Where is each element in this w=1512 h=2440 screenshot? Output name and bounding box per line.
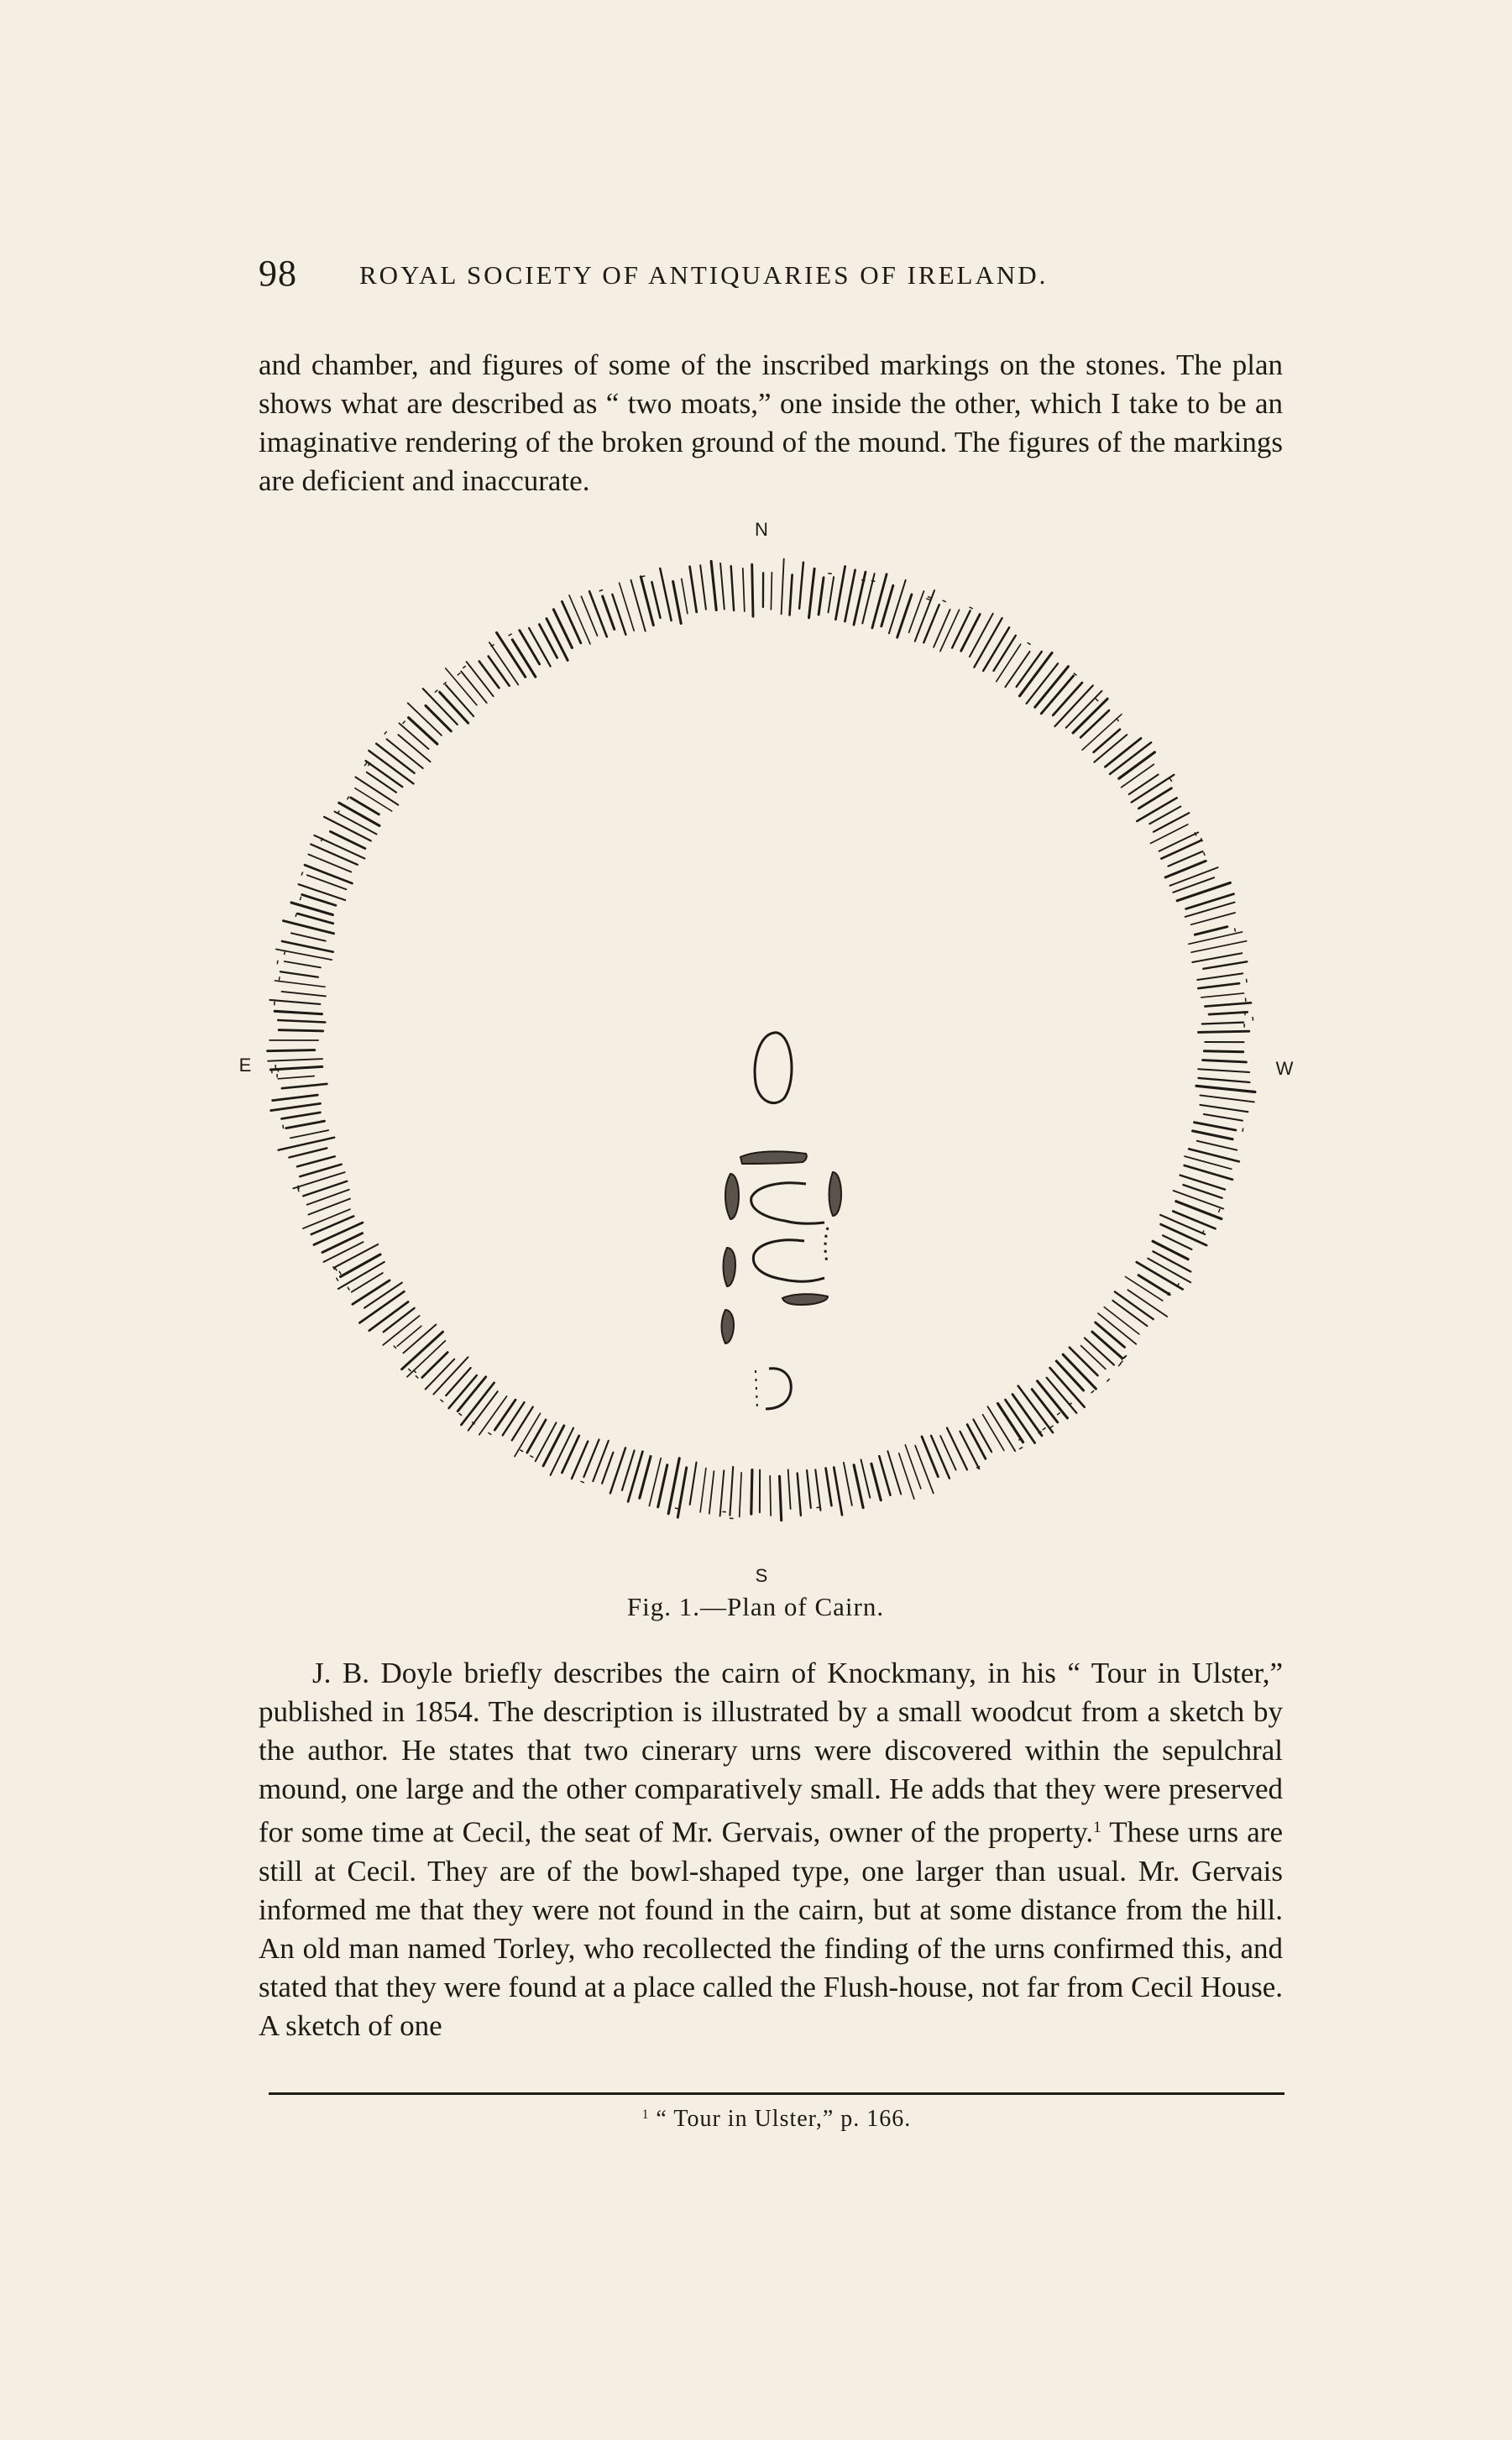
ring-hatch-stroke: [512, 640, 536, 677]
chamber-stone-left-3: [722, 1310, 735, 1343]
ring-hatch-stroke: [422, 1353, 447, 1378]
ring-hatch-stroke: [302, 895, 336, 906]
ring-hatch-stroke: [1195, 1123, 1236, 1130]
ring-cross-tie: [488, 1432, 491, 1435]
ring-hatch-stroke: [872, 574, 887, 628]
ring-hatch-stroke: [1161, 1224, 1207, 1245]
ring-cross-tie: [1043, 1427, 1046, 1430]
ring-hatch-stroke: [700, 565, 706, 610]
ring-hatch-stroke: [1092, 1332, 1122, 1358]
ring-hatch-stroke: [668, 1458, 679, 1514]
ring-hatch-stroke: [271, 1103, 321, 1110]
ring-hatch-stroke: [1094, 730, 1120, 752]
ring-hatch-stroke: [1081, 1346, 1106, 1369]
ring-hatch-stroke: [673, 582, 682, 624]
ring-hatch-stroke: [997, 644, 1021, 681]
footnote-marker: 1: [641, 2107, 650, 2122]
end-stone-dots: [756, 1370, 757, 1409]
ring-hatch-stroke: [404, 1325, 437, 1354]
ring-hatch-stroke: [994, 636, 1016, 671]
ring-hatch-stroke: [1198, 983, 1239, 988]
ring-hatch-stroke: [844, 1463, 852, 1505]
ring-cross-tie: [300, 897, 301, 900]
ring-hatch-stroke: [297, 1156, 335, 1166]
ring-hatch-stroke: [494, 1400, 515, 1430]
ring-cross-tie: [1235, 928, 1236, 931]
ring-hatch-stroke: [690, 567, 697, 612]
ring-hatch-stroke: [1063, 1354, 1096, 1389]
ring-hatch-stroke: [543, 1426, 564, 1466]
ring-cross-tie: [279, 977, 280, 980]
ring-hatch-stroke: [322, 1233, 363, 1253]
compass-west: W: [1275, 1058, 1294, 1079]
ring-hatch-stroke: [281, 1113, 320, 1119]
ring-hatch-stroke: [305, 865, 352, 883]
paragraph-2: [259, 1654, 1283, 2045]
ring-hatch-stroke: [1129, 775, 1159, 795]
footnote-text: “ Tour in Ulster,” p. 166.: [656, 2106, 912, 2132]
ring-cross-tie: [599, 590, 603, 592]
ring-hatch-stroke: [819, 578, 824, 615]
ring-hatch-stroke: [1137, 1262, 1183, 1289]
ring-hatch-stroke: [1005, 652, 1029, 687]
ring-hatch-stroke: [974, 618, 1002, 668]
ring-hatch-stroke: [270, 1000, 321, 1004]
ring-cross-tie: [928, 597, 931, 599]
ring-hatch-stroke: [376, 744, 414, 773]
ring-hatch-stroke: [467, 662, 494, 696]
compass-east: E: [238, 1055, 252, 1076]
ring-hatch-stroke: [1160, 1215, 1205, 1234]
ring-cross-tie: [416, 1375, 418, 1378]
ring-hatch-stroke: [1196, 1086, 1255, 1092]
ring-cross-tie: [277, 961, 278, 965]
ring-hatch-stroke: [1204, 1051, 1243, 1052]
ring-hatch-stroke: [983, 1415, 1004, 1451]
ring-hatch-stroke: [446, 1368, 470, 1395]
ring-cross-tie: [283, 1125, 284, 1129]
ring-hatch-stroke: [426, 1359, 455, 1390]
ring-hatch-stroke: [934, 610, 950, 647]
ring-hatch-stroke: [387, 739, 423, 768]
ring-hatch-stroke: [1038, 1381, 1068, 1418]
chamber-stone-bottom: [782, 1294, 828, 1305]
ring-hatch-stroke: [279, 1030, 322, 1031]
paragraph-2-text-b: These urns are still at Cecil. They are of the bowl-shaped type, one larger than usual. Mr. Gervais informed me that they were not found in the cairn, but at some distance from the hill. An old man named Torley, who recollected the finding of the urns confirmed this, and stated that they were found at a place called the Flush-house, not far from Cecil House. A sketch of one: [259, 1815, 1283, 2042]
ring-cross-tie: [1118, 1364, 1121, 1366]
ring-hatch-stroke: [1085, 1338, 1114, 1365]
ring-cross-tie: [675, 1508, 679, 1509]
ring-hatch-stroke: [1126, 1277, 1163, 1301]
ring-hatch-stroke: [400, 723, 429, 749]
ring-hatch-stroke: [905, 1445, 921, 1489]
ring-cross-tie: [337, 1278, 338, 1281]
ring-hatch-stroke: [397, 1326, 421, 1346]
ring-hatch-stroke: [293, 1172, 344, 1188]
ring-cross-tie: [926, 599, 929, 600]
ring-cross-tie: [1169, 778, 1172, 782]
ring-hatch-stroke: [1149, 807, 1180, 825]
ring-hatch-stroke: [835, 567, 845, 620]
ring-hatch-stroke: [1203, 1060, 1247, 1062]
ring-hatch-stroke: [367, 772, 396, 793]
ring-hatch-stroke: [1105, 738, 1141, 767]
page-number: 98: [259, 253, 297, 294]
ring-hatch-stroke: [551, 1428, 574, 1475]
ring-hatch-stroke: [503, 1402, 525, 1435]
ring-cross-tie: [1050, 1426, 1054, 1428]
ring-hatch-stroke: [335, 1244, 378, 1267]
ring-hatch-stroke: [1096, 1322, 1125, 1348]
ring-hatch-stroke: [1200, 1105, 1248, 1112]
ring-hatch-stroke: [314, 1223, 363, 1244]
chamber-compartment-1: [751, 1183, 824, 1224]
ring-hatch-stroke: [562, 601, 580, 642]
ring-hatch-stroke: [1032, 1390, 1058, 1422]
ring-hatch-stroke: [809, 568, 815, 617]
ring-hatch-stroke: [286, 1121, 325, 1128]
paragraph-2-text-a: J. B. Doyle briefly describes the cairn of Knockmany, in his “ Tour in Ulster,” published in 1854. The description is illustrated by a small woodcut from a sketch by the author. He states that two cinerary urns were discovered within the sepulchral mound, one large and the other comparatively small. He adds that they were preserved for some time at Cecil, the seat of Mr. Gervais, owner of the property.: [259, 1657, 1283, 1849]
ring-cross-tie: [1057, 1412, 1060, 1415]
ring-hatch-stroke: [311, 845, 358, 865]
chamber-stone-left-1: [725, 1174, 739, 1219]
ring-hatch-stroke: [1209, 1012, 1248, 1014]
ring-hatch-stroke: [569, 595, 590, 644]
ring-hatch-stroke: [280, 971, 318, 977]
ring-cross-tie: [861, 580, 866, 581]
ring-cross-tie: [347, 797, 348, 800]
ring-hatch-stroke: [356, 778, 399, 805]
ring-hatch-stroke: [1070, 1348, 1098, 1376]
ring-hatch-stroke: [383, 1316, 419, 1345]
ring-hatch-stroke: [743, 568, 745, 611]
ring-hatch-stroke: [1199, 1031, 1249, 1032]
ring-cross-tie: [509, 634, 512, 636]
ring-hatch-stroke: [640, 1457, 651, 1499]
ring-hatch-stroke: [1204, 1114, 1243, 1121]
ring-hatch-stroke: [1195, 927, 1227, 935]
ring-hatch-stroke: [1053, 683, 1082, 715]
ring-cross-tie: [348, 1287, 349, 1291]
ring-cross-tie: [530, 1456, 533, 1458]
ring-hatch-stroke: [285, 961, 321, 967]
ring-hatch-stroke: [1200, 1095, 1254, 1102]
end-stone-outline: [766, 1369, 791, 1409]
ring-hatch-stroke: [1159, 832, 1199, 851]
ring-hatch-stroke: [845, 570, 855, 621]
ring-hatch-stroke: [861, 1459, 871, 1497]
ring-cross-tie: [301, 872, 303, 875]
ring-hatch-stroke: [1153, 1251, 1190, 1271]
stone-ring: [268, 559, 1255, 1521]
ring-hatch-stroke: [290, 1130, 328, 1138]
ring-hatch-stroke: [602, 1453, 613, 1484]
ring-hatch-stroke: [1122, 764, 1154, 787]
ring-hatch-stroke: [1191, 913, 1235, 924]
footnote: [269, 2106, 1284, 2133]
ring-hatch-stroke: [268, 1059, 322, 1061]
ring-cross-tie: [520, 1450, 523, 1452]
ring-hatch-stroke: [1137, 798, 1176, 821]
ring-cross-tie: [1091, 1390, 1095, 1393]
ring-hatch-stroke: [961, 615, 981, 652]
ring-hatch-stroke: [770, 1476, 771, 1516]
ring-cross-tie: [1107, 1379, 1109, 1381]
ring-hatch-stroke: [834, 1468, 842, 1516]
ring-hatch-stroke: [446, 685, 473, 717]
ring-cross-tie: [463, 666, 466, 668]
chamber-stone-left-2: [724, 1248, 736, 1286]
ring-hatch-stroke: [879, 1456, 890, 1495]
ring-hatch-stroke: [339, 803, 379, 825]
cairn-plan-figure: [227, 504, 1318, 1595]
ring-hatch-stroke: [807, 1470, 811, 1508]
ring-hatch-stroke: [1080, 710, 1109, 737]
ring-hatch-stroke: [752, 564, 753, 616]
ring-cross-tie: [970, 607, 973, 609]
ring-cross-tie: [641, 576, 646, 577]
ring-hatch-stroke: [1180, 1175, 1225, 1190]
ring-cross-tie: [943, 600, 946, 602]
ring-hatch-stroke: [1202, 1023, 1243, 1024]
ring-hatch-stroke: [341, 1254, 381, 1277]
ring-cross-tie: [385, 731, 387, 734]
ring-hatch-stroke: [700, 1469, 706, 1512]
ring-hatch-stroke: [887, 1451, 901, 1494]
ring-hatch-stroke: [952, 610, 971, 647]
ring-hatch-stroke: [275, 1011, 322, 1013]
ring-hatch-stroke: [915, 590, 934, 641]
ring-hatch-stroke: [960, 1432, 980, 1469]
ring-hatch-stroke: [815, 1470, 820, 1511]
ring-hatch-stroke: [998, 1404, 1023, 1443]
ring-hatch-stroke: [1047, 1378, 1077, 1413]
ring-hatch-stroke: [1192, 953, 1242, 962]
chamber-stone-right-1: [829, 1172, 842, 1216]
ring-hatch-stroke: [1199, 1078, 1250, 1082]
ring-hatch-stroke: [547, 619, 568, 661]
figure-caption: Fig. 1.—Plan of Cairn.: [626, 1592, 885, 1621]
ring-cross-tie: [871, 581, 876, 582]
footnote-reference: 1: [1093, 1819, 1101, 1836]
ring-hatch-stroke: [1138, 788, 1171, 809]
ring-cross-tie: [458, 1413, 462, 1416]
ring-hatch-stroke: [947, 1428, 967, 1470]
ring-cross-tie: [1096, 699, 1098, 701]
ring-hatch-stroke: [303, 1209, 350, 1228]
capstone-outline: [755, 1033, 792, 1103]
ring-hatch-stroke: [278, 1020, 325, 1023]
chamber-stone-right-2: [825, 1228, 828, 1265]
ring-hatch-stroke: [798, 1474, 801, 1516]
ring-hatch-stroke: [409, 718, 437, 744]
ring-cross-tie: [816, 1507, 820, 1508]
ring-hatch-stroke: [678, 1468, 686, 1517]
ring-hatch-stroke: [720, 563, 725, 610]
ring-hatch-stroke: [720, 1470, 725, 1516]
ring-hatch-stroke: [461, 672, 487, 704]
ring-hatch-stroke: [398, 735, 430, 762]
ring-cross-tie: [403, 721, 405, 724]
ring-cross-tie: [1028, 642, 1031, 645]
ring-hatch-stroke: [711, 562, 716, 610]
ring-hatch-stroke: [440, 692, 468, 723]
ring-cross-tie: [1019, 1448, 1023, 1449]
ring-cross-tie: [441, 1400, 444, 1402]
ring-hatch-stroke: [751, 1470, 752, 1515]
paragraph-1: and chamber, and figures of some of the inscribed markings on the stones. The plan shows what are described as “ two moats,” one inside the other, which I take to be an imaginative rendering of the broken ground of the mound. The figures of the markings are deficient and inaccurate.: [259, 348, 1283, 497]
ring-hatch-stroke: [871, 1463, 881, 1500]
ring-hatch-stroke: [520, 631, 540, 664]
ring-hatch-stroke: [854, 1465, 863, 1508]
running-title: ROYAL SOCIETY OF ANTIQUARIES OF IRELAND.: [359, 260, 1049, 290]
ring-hatch-stroke: [782, 559, 784, 615]
ring-hatch-stroke: [1197, 1141, 1237, 1150]
ring-hatch-stroke: [790, 575, 793, 615]
ring-hatch-stroke: [780, 1476, 782, 1520]
ring-hatch-stroke: [282, 1084, 327, 1088]
ring-hatch-stroke: [651, 582, 660, 618]
ring-hatch-stroke: [660, 568, 671, 620]
ring-hatch-stroke: [1193, 1131, 1233, 1139]
ring-hatch-stroke: [799, 563, 803, 609]
ring-hatch-stroke: [603, 596, 615, 629]
ring-hatch-stroke: [1201, 993, 1244, 997]
ring-hatch-stroke: [311, 1216, 353, 1234]
ring-hatch-stroke: [291, 933, 326, 940]
ring-cross-tie: [1219, 1209, 1221, 1212]
ring-cross-tie: [435, 690, 437, 693]
ring-cross-tie: [394, 1346, 396, 1348]
ring-hatch-stroke: [1127, 1290, 1167, 1317]
ring-hatch-stroke: [366, 761, 403, 787]
ring-hatch-stroke: [282, 941, 333, 952]
ring-hatch-stroke: [1203, 961, 1247, 969]
footnote-rule: [269, 2092, 1284, 2095]
ring-hatch-stroke: [1170, 867, 1218, 886]
ring-hatch-stroke: [353, 1280, 390, 1304]
ring-cross-tie: [339, 1271, 341, 1275]
ring-hatch-stroke: [983, 627, 1009, 671]
ring-hatch-stroke: [1104, 1307, 1139, 1334]
ring-hatch-stroke: [426, 706, 451, 731]
ring-hatch-stroke: [323, 1242, 363, 1262]
ring-hatch-stroke: [1191, 941, 1247, 953]
ring-hatch-stroke: [690, 1463, 697, 1505]
ring-cross-tie: [1247, 979, 1248, 983]
ring-hatch-stroke: [297, 914, 332, 924]
ring-cross-tie: [1204, 852, 1206, 856]
ring-hatch-stroke: [709, 1471, 714, 1514]
ring-hatch-stroke: [658, 1465, 667, 1507]
cairn-plan-drawing: [227, 504, 1318, 1595]
ring-hatch-stroke: [731, 566, 734, 610]
compass-north: N: [755, 519, 768, 540]
ring-hatch-stroke: [446, 668, 477, 705]
ring-hatch-stroke: [334, 812, 376, 835]
ring-hatch-stroke: [730, 1467, 733, 1516]
ring-hatch-stroke: [771, 573, 772, 610]
ring-hatch-stroke: [1174, 1191, 1224, 1209]
compass-south: S: [755, 1565, 768, 1586]
ring-hatch-stroke: [275, 981, 326, 987]
ring-hatch-stroke: [1197, 973, 1243, 980]
ring-hatch-stroke: [1161, 840, 1201, 859]
ring-hatch-stroke: [931, 1436, 950, 1479]
ring-hatch-stroke: [273, 1095, 318, 1101]
ring-hatch-stroke: [489, 657, 510, 686]
ring-hatch-stroke: [826, 1469, 832, 1506]
ring-hatch-stroke: [915, 1446, 934, 1494]
ring-hatch-stroke: [268, 1050, 315, 1051]
ring-cross-tie: [408, 1369, 411, 1371]
ring-hatch-stroke: [408, 703, 442, 736]
ring-hatch-stroke: [364, 1283, 402, 1308]
ring-hatch-stroke: [289, 1148, 327, 1157]
ring-cross-tie: [581, 1481, 584, 1483]
ring-hatch-stroke: [1154, 813, 1189, 832]
chamber-compartment-2: [753, 1240, 824, 1281]
ring-hatch-stroke: [512, 1407, 533, 1441]
central-chamber: [722, 1033, 842, 1409]
chamber-stone-top: [740, 1151, 807, 1164]
ring-hatch-stroke: [1205, 1003, 1251, 1006]
ring-hatch-stroke: [324, 817, 371, 841]
page-header: [259, 252, 1325, 302]
ring-hatch-stroke: [479, 1396, 507, 1435]
ring-hatch-stroke: [970, 614, 993, 657]
ring-hatch-stroke: [278, 1076, 314, 1079]
ring-hatch-stroke: [282, 992, 326, 997]
ring-hatch-stroke: [529, 628, 551, 667]
ring-hatch-stroke: [740, 1473, 741, 1517]
ring-hatch-stroke: [682, 579, 688, 613]
ring-cross-tie: [828, 573, 832, 574]
ring-hatch-stroke: [536, 1422, 557, 1461]
ring-hatch-stroke: [940, 610, 960, 651]
ring-cross-tie: [458, 673, 461, 675]
ring-hatch-stroke: [967, 1425, 986, 1459]
ring-hatch-stroke: [1119, 752, 1155, 778]
ring-cross-tie: [364, 763, 367, 767]
ring-cross-tie: [335, 1268, 337, 1271]
ring-hatch-stroke: [307, 875, 347, 889]
ring-hatch-stroke: [1153, 1241, 1188, 1259]
ring-hatch-stroke: [355, 788, 392, 811]
ring-hatch-stroke: [1056, 1361, 1083, 1390]
ring-hatch-stroke: [788, 1469, 791, 1509]
ring-hatch-stroke: [829, 577, 834, 612]
ring-hatch-stroke: [1198, 1069, 1249, 1072]
ring-hatch-stroke: [384, 1308, 415, 1332]
ring-hatch-stroke: [1112, 1301, 1147, 1326]
ring-hatch-stroke: [1148, 1259, 1190, 1283]
